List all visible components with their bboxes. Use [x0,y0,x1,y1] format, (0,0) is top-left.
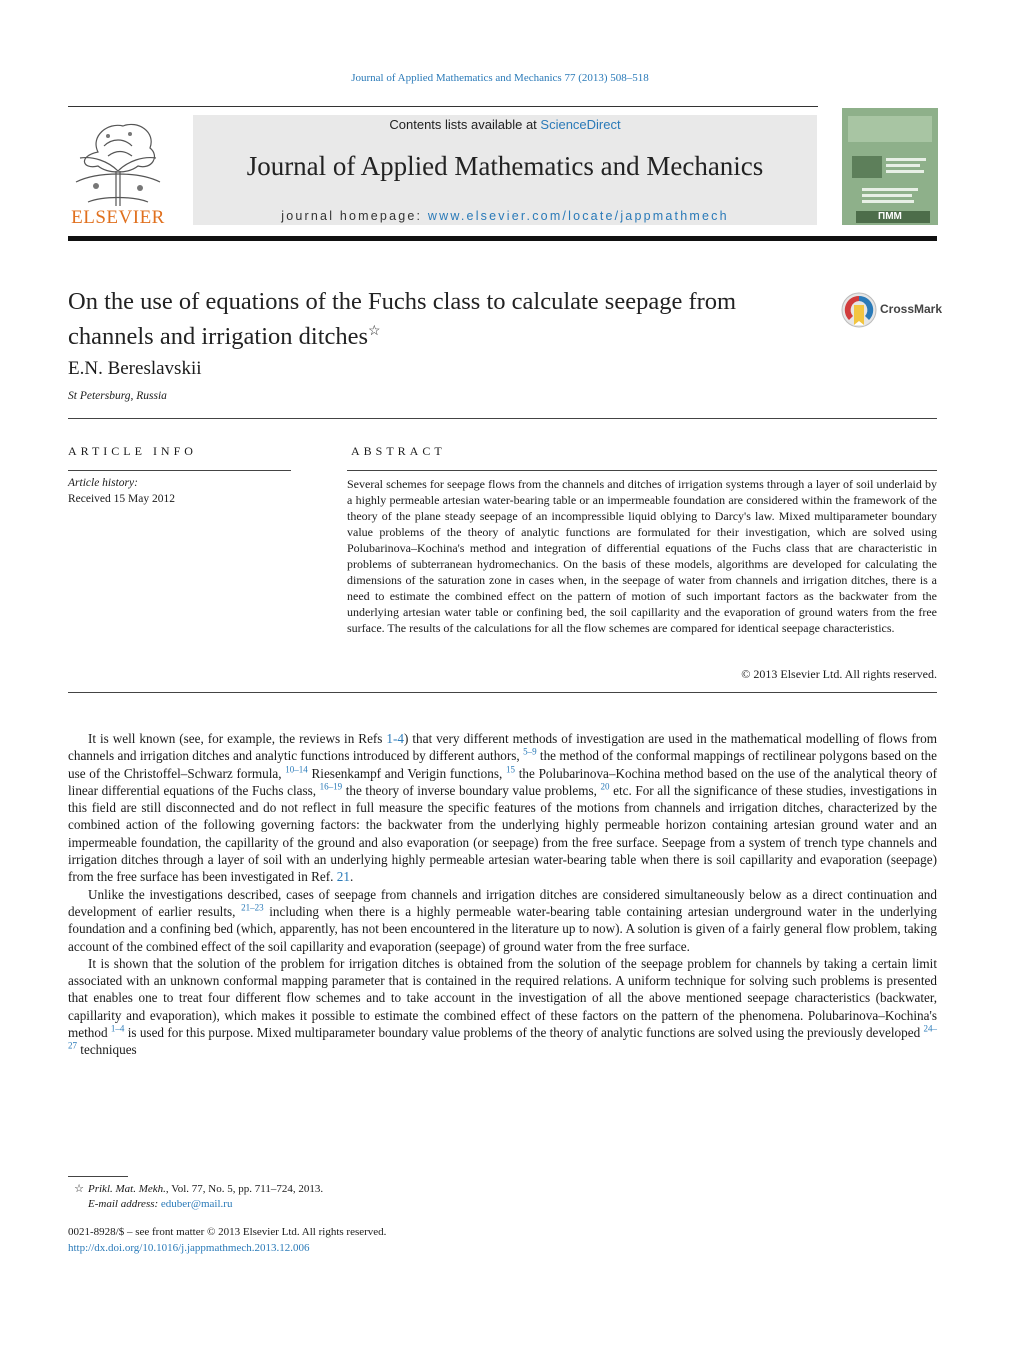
front-matter-line: 0021-8928/$ – see front matter © 2013 Elsevier Ltd. All rights reserved. [68,1226,387,1238]
received-date: Received 15 May 2012 [68,493,175,505]
article-history [68,475,175,507]
header-thick-rule [68,236,937,241]
footnote-rule [68,1176,128,1177]
email-label: E-mail address: [88,1198,161,1210]
author-affiliation: St Petersburg, Russia [68,390,167,402]
body-paragraph: It is shown that the solution of the problem for irrigation ditches is obtained from the solution of the seepage problem for channels by taking a certain limit associated with an unknown conformal mapping parameter that is contained in the required relations. A uniform technique for solving such problems is presented that enables one to treat four different flow schemes and to take account in the investigation of all the above mentioned seepage characteristics (backwater, capillarity and evaporation), which makes it possible to estimate the combined effect of these factors on the pattern of the phenomena. Polubarinova–Kochina's method $^{1-4}$ is used for this purpose. Mixed multiparameter boundary value problems of the theory of analytic functions are solved using the previously developed $^{24-27}$ techniques [68,955,937,1058]
article-title: On the use of equations of the Fuchs class to calculate seepage from channels and irrigation ditches☆ [68,288,737,351]
body-paragraph: Unlike the investigations described, cases of seepage from channels and irrigation ditches are considered simultaneously below as a direct continuation and development of earlier results, $^{21-23}$ including when there is a highly permeable water-bearing table containing artesian underground water in the underlying foundation and a confining bed (which, apparently, has not been encountered in the literature up to now). A solution is given of a fairly general flow problem, taking account of the combined effect of the soil capillarity and evaporation (seepage) of ground water from the free surface. [68,886,937,954]
ref-link[interactable]: 10–14 [285,764,308,775]
homepage-line: journal homepage: www.elsevier.com/locate/jappmathmech [281,209,729,223]
homepage-link[interactable]: www.elsevier.com/locate/jappmathmech [427,209,729,223]
title-separator [68,418,937,419]
abstract-heading: ABSTRACT [351,444,446,458]
title-footnote-mark[interactable]: ☆ [368,324,381,339]
ref-link[interactable]: 5–9 [523,746,537,757]
cover-label: ПММ [878,211,902,222]
publisher-wordmark: ELSEVIER [71,207,165,228]
ref-link[interactable]: 20 [600,781,610,792]
crossmark-icon [840,291,878,329]
sciencedirect-link[interactable]: ScienceDirect [540,117,621,132]
footnote: ☆ Prikl. Mat. Mekh., Vol. 77, No. 5, pp. 711–724, 2013. E-mail address: eduber@mail.ru [68,1182,323,1212]
contents-line: Contents lists available at ScienceDirect [389,117,621,132]
article-info-rule [68,470,291,471]
history-label: Article history: [68,477,138,489]
abstract-copyright: © 2013 Elsevier Ltd. All rights reserved. [741,667,937,681]
footnote-mark: ☆ [74,1183,84,1195]
issn-block [68,1225,386,1256]
journal-title: Journal of Applied Mathematics and Mechanics [246,151,764,181]
journal-banner [193,115,817,225]
footnote-journal: Prikl. Mat. Mekh. [88,1183,166,1195]
abstract-rule [347,470,937,471]
ref-link[interactable]: 1–4 [110,1023,125,1034]
ref-link[interactable]: 21–23 [241,902,264,913]
email-link[interactable]: eduber@mail.ru [160,1198,233,1210]
ref-link[interactable]: 24–27 [68,1023,937,1051]
doi-link[interactable]: http://dx.doi.org/10.1016/j.jappmathmech.2013.12.006 [68,1241,310,1254]
ref-link[interactable]: 16–19 [319,781,343,792]
ref-link[interactable]: 15 [506,764,516,775]
ref-link[interactable]: 21 [336,869,350,885]
crossmark-badge[interactable] [840,291,943,329]
header-rule [68,106,818,107]
article-info-heading: ARTICLE INFO [68,444,197,458]
body-paragraph: It is well known (see, for example, the reviews in Refs 1-4) that very different methods of investigation are used in the mathematical modelling of flows from channels and irrigation ditches and analytic functions introduced by different authors, $^{5-9}$ the method of the conformal mappings of rectilinear polygons based on the use of the Christoffel–Schwarz formula, $^{10-14}$ Riesenkampf and Verigin functions, $^{15}$ the Polubarinova–Kochina method based on the use of the analytical theory of linear differential equations of the Fuchs class, $^{16-19}$ the theory of inverse boundary value problems, $^{20}$ etc. For all the significance of these studies, investigations in this field are still disconnected and do not reflect in full measure the specific features of the motions from channels and irrigation ditches, characterized by the combined action of the following governing factors: the backwater from the underlying highly permeable horizon containing artesian ground water and an impermeable foundation, the capillarity of the ground and also evaporation (or seepage) from the free surface. Seepage from a system of trench type channels and irrigation ditches through a layer of soil with an underlying highly permeable artesian water-bearing table when there is soil capillarity and evaporation (seepage) from the free surface has been investigated in Ref. 21. [68,731,938,885]
abstract-text: Several schemes for seepage flows from the channels and ditches of irrigation systems through a layer of soil underlaid by a highly permeable artesian water-bearing table or an impermeable foundation are considered within the framework of the theory of the plane steady seepage of an incompressible liquid oblying to Darcy's law. Mixed multiparameter boundary value problems of the theory of analytic functions are formulated for their investigation, which are solved using Polubarinova–Kochina's method and integration of differential equations of the Fuchs class that are characteristic in problems of subterranean hydromechanics. On the basis of these models, algorithms are developed for calculating the dimensions of the saturation zone in cases when, in the seepage of water from channels and irrigation ditches, there is a need to estimate the combined effect on the pattern of motion of such important factors as the backwater from the underlying artesian water table or confining bed, the soil capillarity and the evaporation of ground waters from the free surface. The results of the calculations for all the flow schemes are compared for identical seepage characteristics. [347,477,937,635]
journal-cover-thumbnail[interactable] [842,108,938,225]
ref-link[interactable]: 1-4 [386,731,404,746]
author-name: E.N. Bereslavskii [68,358,202,379]
article-body [68,730,937,1059]
journal-citation-link[interactable]: Journal of Applied Mathematics and Mechanics 77 (2013) 508–518 [351,72,649,84]
abstract-end-rule [68,692,937,693]
crossmark-label: CrossMark [880,302,943,316]
